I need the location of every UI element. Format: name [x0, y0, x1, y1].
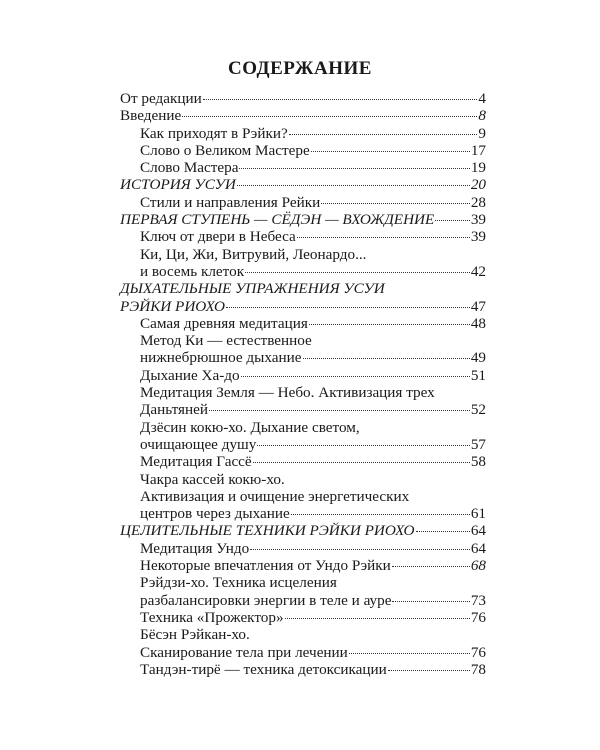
- toc-entry[interactable]: [120, 228, 486, 245]
- toc-entry-title-line: Метод Ки — естественное: [140, 332, 312, 350]
- toc-entry-title: ПЕРВАЯ СТУПЕНЬ — СЁДЭН — ВХОЖДЕНИЕ: [120, 211, 435, 229]
- toc-entry-title: Даньтяней: [140, 401, 208, 419]
- toc-entry[interactable]: [120, 626, 486, 661]
- toc-entry-title-line: Чакра кассей кокю-хо.: [140, 470, 285, 488]
- toc-entry-title-line: Дзёсин кокю-хо. Дыхание светом,: [140, 418, 360, 436]
- dot-leader: [435, 220, 470, 221]
- toc-entry-title: Слово о Великом Мастере: [140, 141, 310, 159]
- toc-entry-title: Медитация Гассё: [140, 453, 252, 471]
- toc-entry-title: очищающее душу: [140, 435, 257, 453]
- toc-entry-page-number: 42: [470, 262, 486, 280]
- toc-entry-title: РЭЙКИ РИОХО: [120, 297, 225, 315]
- toc-entry[interactable]: [120, 419, 486, 454]
- toc-entry[interactable]: [120, 661, 486, 678]
- toc-entry-page-number: 17: [470, 141, 486, 159]
- dot-leader: [182, 116, 477, 117]
- dot-leader: [392, 566, 470, 567]
- toc-entry-title-line: ДЫХАТЕЛЬНЫЕ УПРАЖНЕНИЯ УСУИ: [120, 280, 385, 298]
- toc-entry[interactable]: [120, 211, 486, 228]
- toc-entry-title: Тандэн-тирё — техника детоксикации: [140, 660, 387, 678]
- dot-leader: [311, 151, 470, 152]
- toc-entry-title-line: Медитация Земля — Небо. Активизация трех: [140, 384, 435, 402]
- toc-entry-page-number: 52: [470, 401, 486, 419]
- dot-leader: [209, 410, 470, 411]
- toc-entry-page-number: 39: [470, 211, 486, 229]
- toc-entry-page-number: 49: [470, 349, 486, 367]
- toc-entry-page-number: 39: [470, 228, 486, 246]
- toc-entry-title: Как приходят в Рэйки?: [140, 124, 288, 142]
- dot-leader: [416, 531, 470, 532]
- toc-entry-title: ЦЕЛИТЕЛЬНЫЕ ТЕХНИКИ РЭЙКИ РИОХО: [120, 522, 415, 540]
- table-of-contents: [120, 90, 486, 678]
- dot-leader: [297, 237, 470, 238]
- toc-entry[interactable]: [120, 142, 486, 159]
- dot-leader: [237, 185, 470, 186]
- dot-leader: [253, 462, 470, 463]
- toc-entry-title: ИСТОРИЯ УСУИ: [120, 176, 236, 194]
- toc-entry-page-number: 61: [470, 505, 486, 523]
- toc-entry-page-number: 48: [470, 314, 486, 332]
- toc-entry[interactable]: [120, 107, 486, 124]
- dot-leader: [226, 307, 470, 308]
- dot-leader: [241, 376, 470, 377]
- toc-entry-title: разбалансировки энергии в теле и ауре: [140, 591, 392, 609]
- toc-entry-title: Стили и направления Рейки: [140, 193, 321, 211]
- toc-entry[interactable]: [120, 574, 486, 609]
- toc-entry[interactable]: [120, 522, 486, 539]
- toc-entry[interactable]: [120, 159, 486, 176]
- toc-entry-title: Дыхание Ха-до: [140, 366, 240, 384]
- toc-entry[interactable]: [120, 332, 486, 367]
- toc-entry-page-number: 78: [470, 660, 486, 678]
- toc-entry-page-number: 47: [470, 297, 486, 315]
- dot-leader: [257, 445, 469, 446]
- toc-entry-title-line: Активизация и очищение энергетических: [140, 487, 410, 505]
- dot-leader: [392, 601, 469, 602]
- toc-entry-page-number: 76: [470, 608, 486, 626]
- toc-entry[interactable]: [120, 540, 486, 557]
- toc-entry-title-line: Ки, Ци, Жи, Витрувий, Леонардо...: [140, 245, 367, 263]
- dot-leader: [309, 324, 470, 325]
- dot-leader: [203, 99, 478, 100]
- toc-entry[interactable]: [120, 453, 486, 470]
- toc-entry-title: Самая древняя медитация: [140, 314, 308, 332]
- toc-entry[interactable]: [120, 280, 486, 315]
- toc-entry-page-number: 73: [470, 591, 486, 609]
- toc-entry-page-number: 8: [478, 107, 486, 125]
- toc-entry-title: Некоторые впечатления от Ундо Рэйки: [140, 557, 391, 575]
- dot-leader: [239, 168, 469, 169]
- toc-entry-page-number: 64: [470, 539, 486, 557]
- toc-entry[interactable]: [120, 609, 486, 626]
- toc-entry[interactable]: [120, 557, 486, 574]
- toc-entry-title: нижнебрюшное дыхание: [140, 349, 302, 367]
- dot-leader: [250, 549, 470, 550]
- toc-entry-title: Введение: [120, 107, 182, 125]
- dot-leader: [303, 358, 470, 359]
- toc-entry-page-number: 19: [470, 159, 486, 177]
- dot-leader: [289, 134, 478, 135]
- toc-entry[interactable]: [120, 367, 486, 384]
- toc-entry[interactable]: [120, 90, 486, 107]
- dot-leader: [321, 203, 470, 204]
- toc-entry-page-number: 28: [470, 193, 486, 211]
- toc-entry-title: Ключ от двери в Небеса: [140, 228, 296, 246]
- dot-leader: [291, 514, 470, 515]
- toc-entry-title-line: Рэйдзи-хо. Техника исцеления: [140, 574, 337, 592]
- dot-leader: [349, 653, 470, 654]
- toc-entry-page-number: 20: [470, 176, 486, 194]
- toc-entry[interactable]: [120, 384, 486, 419]
- toc-entry[interactable]: [120, 315, 486, 332]
- toc-entry[interactable]: [120, 246, 486, 281]
- dot-leader: [285, 618, 470, 619]
- dot-leader: [388, 670, 470, 671]
- toc-entry-title: центров через дыхание: [140, 505, 290, 523]
- toc-entry-page-number: 9: [478, 124, 486, 142]
- toc-entry-page-number: 57: [470, 435, 486, 453]
- toc-entry[interactable]: [120, 176, 486, 193]
- toc-entry[interactable]: [120, 471, 486, 523]
- toc-entry-title: Слово Мастера: [140, 159, 239, 177]
- toc-entry-title: Сканирование тела при лечении: [140, 643, 348, 661]
- page-title: СОДЕРЖАНИЕ: [228, 58, 372, 79]
- toc-entry-page-number: 76: [470, 643, 486, 661]
- toc-entry[interactable]: [120, 194, 486, 211]
- toc-entry-title-line: Бёсэн Рэйкан-хо.: [140, 626, 250, 644]
- toc-entry-page-number: 64: [470, 522, 486, 540]
- toc-entry-title: От редакции: [120, 90, 202, 107]
- toc-entry-page-number: 51: [470, 366, 486, 384]
- toc-entry-page-number: 58: [470, 453, 486, 471]
- toc-entry-page-number: 4: [478, 90, 486, 107]
- toc-entry[interactable]: [120, 125, 486, 142]
- toc-entry-title: Медитация Ундо: [140, 539, 250, 557]
- toc-entry-page-number: 68: [470, 557, 486, 575]
- toc-entry-title: и восемь клеток: [140, 262, 245, 280]
- toc-entry-title: Техника «Прожектор»: [140, 608, 284, 626]
- dot-leader: [245, 272, 470, 273]
